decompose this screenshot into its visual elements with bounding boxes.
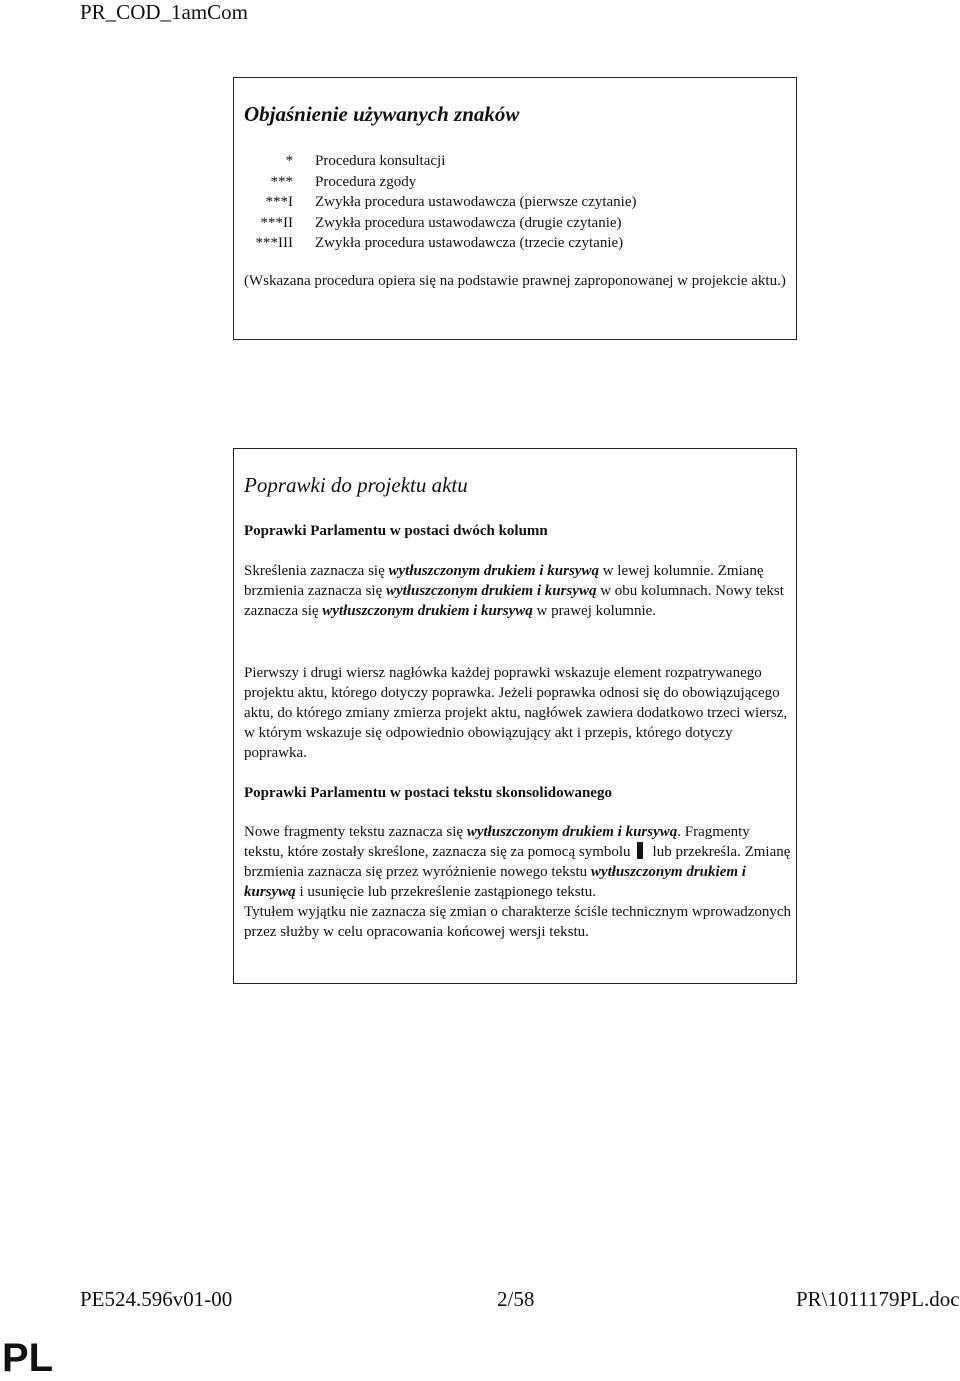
legend-symbol: ***III (255, 235, 293, 251)
text-run: . Fragmenty tekstu, które zostały skreślone, zaznacza się za pomocą symbolu (244, 824, 750, 860)
text-run: w obu kolumnach. Nowy tekst zaznacza się (244, 583, 784, 619)
two-column-heading: Poprawki Parlamentu w postaci dwóch kolumn (244, 523, 548, 539)
deletion-symbol-icon (637, 842, 643, 859)
legend-symbol: ***I (265, 194, 293, 210)
text-run: lub przekreśla. Zmianę brzmienia zaznacza się przez wyróżnienie nowego tekstu (244, 844, 791, 880)
legend-list (240, 151, 637, 254)
legend-item (240, 172, 637, 193)
page-number: 2/58 (497, 1287, 535, 1311)
consolidated-paragraph (244, 822, 792, 942)
legend-description: Zwykła procedura ustawodawcza (pierwsze czytanie) (315, 194, 637, 210)
legend-symbol: * (285, 153, 293, 169)
legend-item (240, 151, 637, 172)
language-code: PL (2, 1336, 54, 1380)
legend-item (240, 213, 637, 234)
text-run: w lewej kolumnie. Zmianę brzmienia zaznacza się (244, 563, 764, 599)
legend-description: Procedura zgody (315, 173, 417, 190)
amendments-box (233, 448, 797, 984)
legend-box (233, 77, 797, 340)
two-column-paragraph (244, 561, 792, 621)
emphasis-run: wytłuszczonym drukiem i kursywą (386, 583, 597, 599)
emphasis-run: wytłuszczonym drukiem i kursywą (388, 563, 599, 579)
legend-item (240, 233, 637, 254)
text-run: Tytułem wyjątku nie zaznacza się zmian o charakterze ściśle technicznym wprowadzonych przez służby w celu opracowania końcowej wersji tekstu. (244, 904, 792, 940)
document-code: PR_COD_1amCom (80, 0, 249, 24)
legend-symbol: *** (270, 173, 293, 190)
text-run: w prawej kolumnie. (532, 603, 657, 619)
text-run: i usunięcie lub przekreślenie zastąpionego tekstu. (295, 884, 597, 900)
emphasis-run: wytłuszczonym drukiem i kursywą (466, 824, 678, 840)
legend-title: Objaśnienie używanych znaków (244, 102, 520, 126)
legend-item (240, 192, 637, 213)
footer-reference: PE524.596v01-00 (80, 1287, 233, 1311)
text-run: Skreślenia zaznacza się (244, 563, 389, 579)
legend-description: Procedura konsultacji (315, 153, 446, 169)
text-run: Nowe fragmenty tekstu zaznacza się (244, 824, 467, 840)
header-rows-paragraph: Pierwszy i drugi wiersz nagłówka każdej poprawki wskazuje element rozpatrywanego projektu aktu, którego dotyczy poprawka. Jeżeli poprawka odnosi się do obowiązującego aktu, do którego zmiany zmierza projekt aktu, nagłówek zawiera dodatkowo trzeci wiersz, w którym wskazuje się odpowiednio obowiązujący akt i przepis, którego dotyczy poprawka. (244, 665, 788, 761)
emphasis-run: wytłuszczonym drukiem i kursywą (244, 864, 746, 900)
legend-description: Zwykła procedura ustawodawcza (trzecie czytanie) (315, 235, 624, 251)
legend-description: Zwykła procedura ustawodawcza (drugie czytanie) (315, 214, 622, 231)
footer-filename: PR\1011179PL.doc (796, 1287, 960, 1311)
legend-symbol: ***II (260, 214, 293, 231)
amendments-title: Poprawki do projektu aktu (244, 473, 468, 497)
emphasis-run: wytłuszczonym drukiem i kursywą (322, 603, 533, 619)
legend-note: (Wskazana procedura opiera się na podstawie prawnej zaproponowanej w projekcie aktu.) (244, 273, 786, 289)
consolidated-heading: Poprawki Parlamentu w postaci tekstu skonsolidowanego (244, 785, 612, 801)
